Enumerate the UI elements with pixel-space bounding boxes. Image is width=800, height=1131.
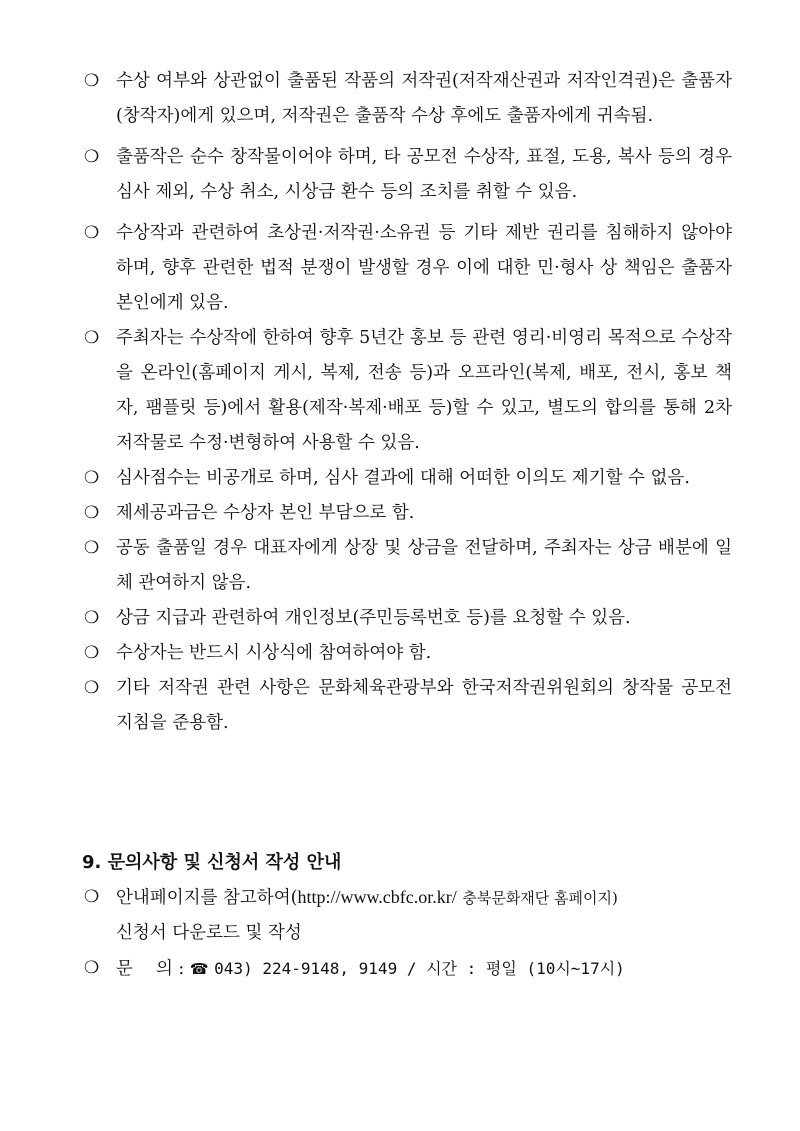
- rule-text: 상금 지급과 관련하여 개인정보(주민등록번호 등)를 요청할 수 있음.: [116, 608, 631, 628]
- rule-item: [82, 461, 732, 496]
- guide-item: [82, 880, 732, 951]
- rule-item: [82, 140, 732, 210]
- rule-text: 출품작은 순수 창작물이어야 하며, 타 공모전 수상작, 표절, 도용, 복사 등의 경우 심사 제외, 수상 취소, 시상금 환수 등의 조치를 취할 수 있음.: [116, 147, 732, 202]
- contact-label: 문 의 :: [116, 959, 190, 979]
- rule-item: [82, 636, 732, 671]
- rules-list: [82, 64, 732, 741]
- guide-prefix: 안내페이지를 참고하여(: [116, 888, 298, 908]
- rule-text: 수상작과 관련하여 초상권·저작권·소유권 등 기타 제반 권리를 침해하지 않아야 하며, 향후 관련한 법적 분쟁이 발생할 경우 이에 대한 민·형사 상 책임은 출품자 본인에게 있음.: [116, 223, 732, 313]
- circle-bullet-icon: ❍: [84, 887, 100, 907]
- rule-item: [82, 496, 732, 531]
- circle-bullet-icon: ❍: [84, 147, 100, 167]
- circle-bullet-icon: ❍: [84, 468, 100, 488]
- circle-bullet-icon: ❍: [84, 503, 100, 523]
- rule-text: 수상자는 반드시 시상식에 참여하여야 함.: [116, 643, 432, 663]
- section-9-title: 9. 문의사항 및 신청서 작성 안내: [82, 852, 342, 873]
- circle-bullet-icon: ❍: [84, 71, 100, 91]
- circle-bullet-icon: ❍: [84, 608, 100, 628]
- inquiry-list: [82, 880, 732, 987]
- rule-item: [82, 601, 732, 636]
- contact-numbers: 043) 224-9148, 9149 / 시간 : 평일 (10시~17시): [214, 959, 625, 978]
- contact-item: [82, 951, 732, 987]
- rule-item: [82, 216, 732, 321]
- rule-text: 공동 출품일 경우 대표자에게 상장 및 상금을 전달하며, 주최자는 상금 배분에 일체 관여하지 않음.: [116, 538, 732, 593]
- guide-site: 충북문화재단 홈페이지): [462, 889, 618, 907]
- rule-item: [82, 64, 732, 134]
- circle-bullet-icon: ❍: [84, 538, 100, 558]
- guide-suffix: 신청서 다운로드 및 작성: [116, 923, 302, 943]
- circle-bullet-icon: ❍: [84, 643, 100, 663]
- circle-bullet-icon: ❍: [84, 328, 100, 348]
- circle-bullet-icon: ❍: [84, 678, 100, 698]
- phone-icon: ☎: [189, 960, 209, 978]
- rule-text: 주최자는 수상작에 한하여 향후 5년간 홍보 등 관련 영리·비영리 목적으로 수상작을 온라인(홈페이지 게시, 복제, 전송 등)과 오프라인(복제, 배포, 전시, 홍보 책자, 팸플릿 등)에서 활용(제작·복제·배포 등)할 수 있고, 별도의 합의를 통해 2차 저작물로 수정·변형하여 사용할 수 있음.: [116, 328, 732, 453]
- circle-bullet-icon: ❍: [84, 223, 100, 243]
- rule-text: 기타 저작권 관련 사항은 문화체육관광부와 한국저작권위원회의 창작물 공모전 지침을 준용함.: [116, 678, 732, 733]
- rule-item: [82, 321, 732, 461]
- rule-item: [82, 671, 732, 741]
- rule-text: 수상 여부와 상관없이 출품된 작품의 저작권(저작재산권과 저작인격권)은 출품자(창작자)에게 있으며, 저작권은 출품작 수상 후에도 출품자에게 귀속됨.: [116, 71, 732, 126]
- rule-text: 심사점수는 비공개로 하며, 심사 결과에 대해 어떠한 이의도 제기할 수 없음.: [116, 468, 690, 488]
- rule-text: 제세공과금은 수상자 본인 부담으로 함.: [116, 503, 415, 523]
- rule-item: [82, 531, 732, 601]
- website-link[interactable]: http://www.cbfc.or.kr/: [297, 887, 457, 907]
- circle-bullet-icon: ❍: [84, 958, 100, 978]
